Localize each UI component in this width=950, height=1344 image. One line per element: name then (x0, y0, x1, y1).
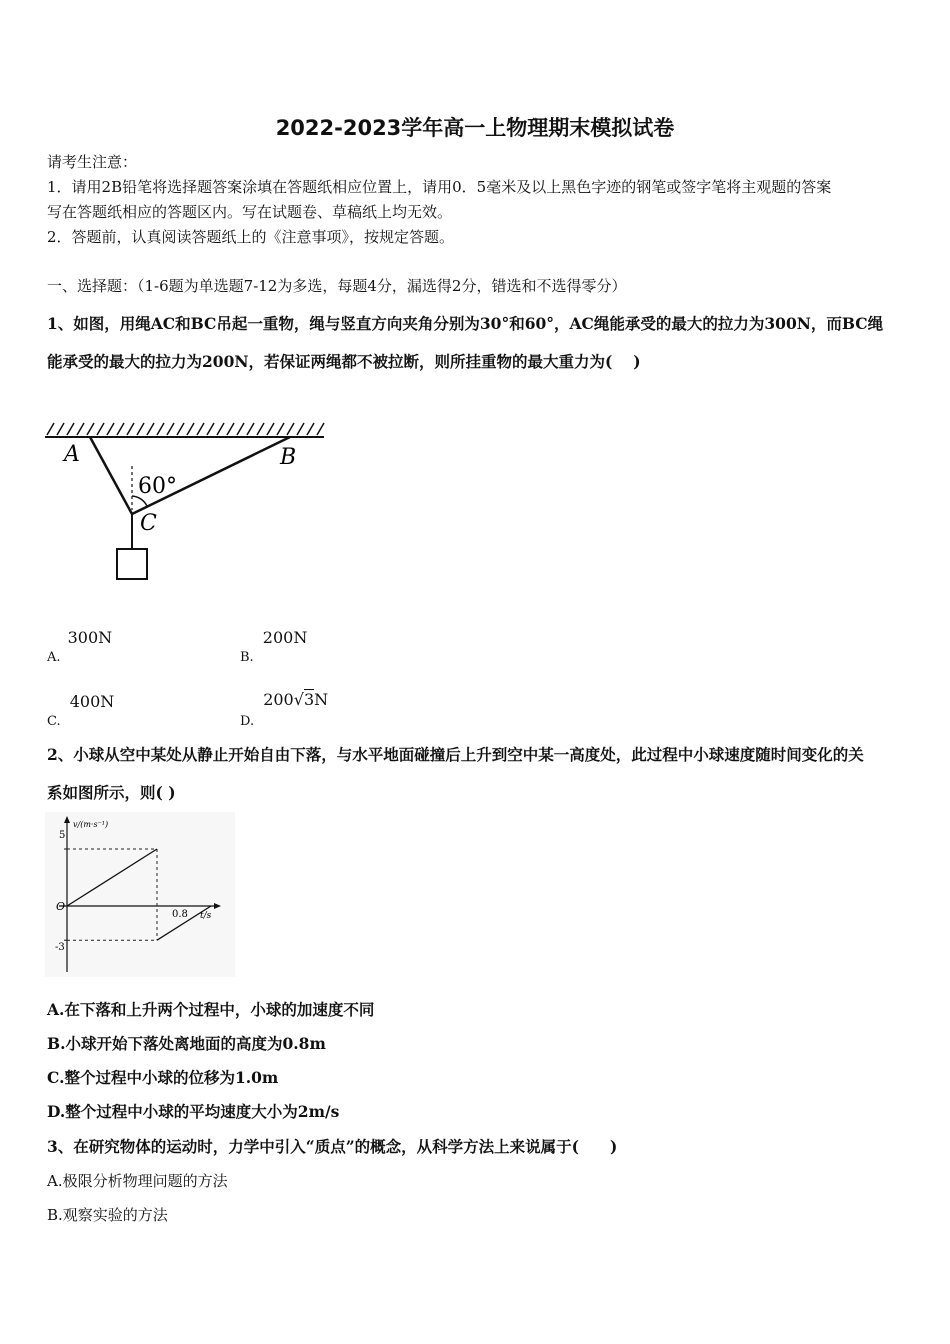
option-value-prefix: 200 (263, 690, 294, 709)
option-value: 400N (69, 692, 115, 711)
q2-option-c[interactable]: C.整个过程中小球的位移为1.0m (47, 1068, 279, 1087)
q1-option-c[interactable] (47, 692, 115, 729)
notice-heading: 请考生注意： (47, 153, 138, 171)
q2-option-a[interactable]: A.在下落和上升两个过程中，小球的加速度不同 (47, 1000, 375, 1019)
notice-item-1-line-2: 写在答题纸相应的答题区内。写在试题卷、草稿纸上均无效。 (47, 203, 453, 221)
section-heading: 一、选择题：（1-6题为单选题7-12为多选，每题4分，漏选得2分，错选和不选得零分） (47, 277, 627, 295)
q1-rope-figure (40, 418, 340, 588)
origin-label: O (56, 900, 66, 913)
q2-velocity-graph (45, 812, 235, 977)
q1-option-d[interactable] (240, 690, 329, 729)
page-title: 2022-2023学年高一上物理期末模拟试卷 (275, 116, 675, 140)
notice-item-2: 2．答题前，认真阅读答题纸上的《注意事项》，按规定答题。 (47, 228, 455, 246)
y-tick-top: 5 (59, 830, 66, 841)
q1-line-2: 能承受的最大的拉力为200N，若保证两绳都不被拉断，则所挂重物的最大重力为( ) (47, 352, 641, 371)
ceiling-hatch (47, 423, 324, 435)
q2-option-b[interactable]: B.小球开始下落处离地面的高度为0.8m (47, 1034, 326, 1053)
option-letter: D. (240, 714, 255, 729)
rope-ac (90, 437, 132, 514)
q1-option-b[interactable] (240, 628, 308, 665)
option-value-root: 3 (303, 690, 315, 709)
graph-background (45, 812, 235, 977)
weight-block (117, 549, 147, 579)
y-tick-bottom: -3 (55, 942, 65, 953)
q2-line-2: 系如图所示，则( ) (47, 783, 176, 802)
option-letter: A. (47, 650, 61, 665)
label-b: B (280, 445, 297, 470)
option-value: 200N (262, 628, 308, 647)
q3-line-1: 3、在研究物体的运动时，力学中引入“质点”的概念，从科学方法上来说属于( ) (47, 1137, 618, 1156)
q2-option-d[interactable]: D.整个过程中小球的平均速度大小为2m/s (47, 1102, 340, 1121)
y-axis-label: v/(m·s⁻¹) (73, 820, 109, 829)
option-letter: C. (47, 714, 61, 729)
x-axis-label: t/s (200, 911, 212, 921)
label-a: A (64, 442, 80, 467)
q1-line-1: 1、如图，用绳AC和BC吊起一重物，绳与竖直方向夹角分别为30°和60°，AC绳能承受的最大的拉力为300N，而BC绳 (47, 314, 884, 333)
x-tick-label: 0.8 (172, 909, 188, 920)
angle-label: 60° (138, 474, 177, 499)
q1-option-a[interactable] (47, 628, 113, 665)
option-value: 300N (67, 628, 113, 647)
q3-option-a[interactable]: A.极限分析物理问题的方法 (47, 1172, 228, 1190)
option-letter: B. (240, 650, 254, 665)
sqrt-icon: √ (293, 690, 304, 709)
q3-option-b[interactable]: B.观察实验的方法 (47, 1206, 168, 1224)
option-value-unit: N (314, 690, 329, 709)
label-c: C (140, 511, 157, 536)
q2-line-1: 2、小球从空中某处从静止开始自由下落，与水平地面碰撞后上升到空中某一高度处，此过程中小球速度随时间变化的关 (47, 745, 864, 764)
notice-item-1-line-1: 1．请用2B铅笔将选择题答案涂填在答题纸相应位置上，请用0．5毫米及以上黑色字迹的钢笔或签字笔将主观题的答案 (47, 178, 832, 196)
